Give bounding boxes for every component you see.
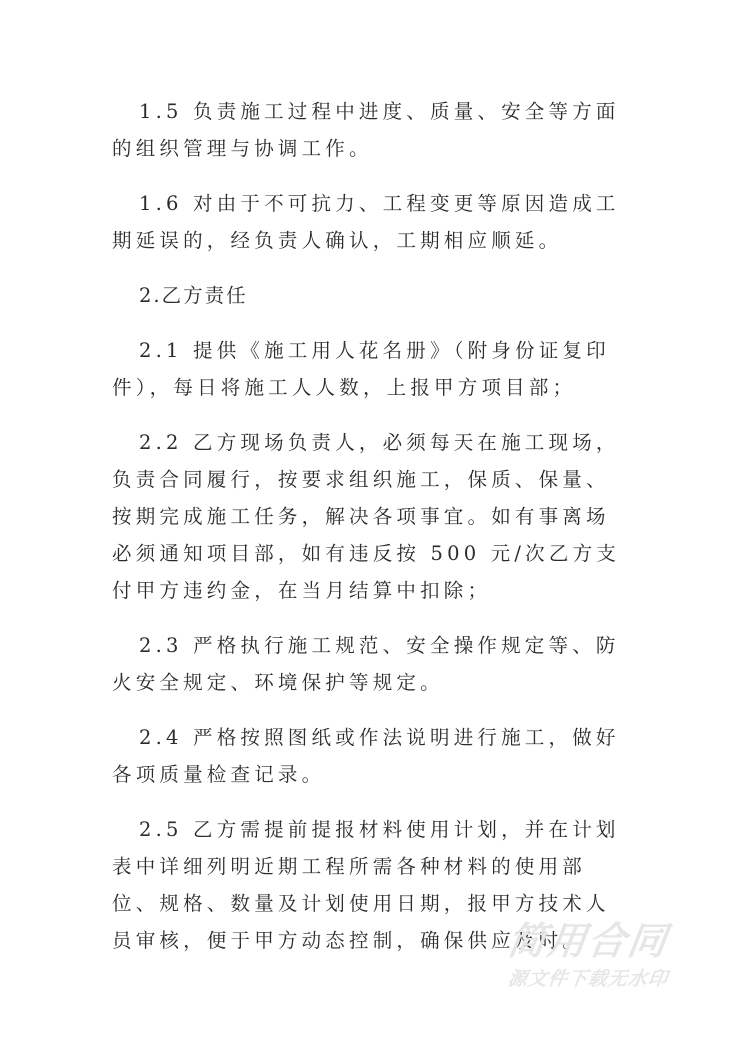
paragraph-2-5: 2.5 乙方需提前提报材料使用计划，并在计划表中详细列明近期工程所需各种材料的使用部位、规格、数量及计划使用日期，报甲方技术人员审核，便于甲方动态控制，确保供应及时。 xyxy=(112,818,620,952)
watermark xyxy=(504,918,698,992)
section-heading-party-b-responsibilities: 2.乙方责任 xyxy=(139,284,248,307)
paragraph-2-1: 2.1 提供《施工用人花名册》（附身份证复印件），每日将施工人人数，上报甲方项目部； xyxy=(112,339,610,399)
paragraph-2-2: 2.2 乙方现场负责人，必须每天在施工现场，负责合同履行，按要求组织施工，保质、保量、按期完成施工任务，解决各项事宜。如有事离场必须通知项目部，如有违反按 500 元/次乙方支付甲方违约金，在当月结算中扣除； xyxy=(112,431,620,602)
paragraph-2-3: 2.3 严格执行施工规范、安全操作规定等、防火安全规定、环境保护等规定。 xyxy=(112,634,620,694)
paragraph-1-6: 1.6 对由于不可抗力、工程变更等原因造成工期延误的，经负责人确认，工期相应顺延。 xyxy=(112,192,620,252)
paragraph-2-4: 2.4 严格按照图纸或作法说明进行施工，做好各项质量检查记录。 xyxy=(112,726,620,786)
paragraph-1-5: 1.5 负责施工过程中进度、质量、安全等方面的组织管理与协调工作。 xyxy=(112,100,620,160)
watermark-title: 简用合同 xyxy=(504,919,672,963)
document-body xyxy=(112,93,632,977)
watermark-subtitle: 源文件下载无水印 xyxy=(506,968,670,990)
